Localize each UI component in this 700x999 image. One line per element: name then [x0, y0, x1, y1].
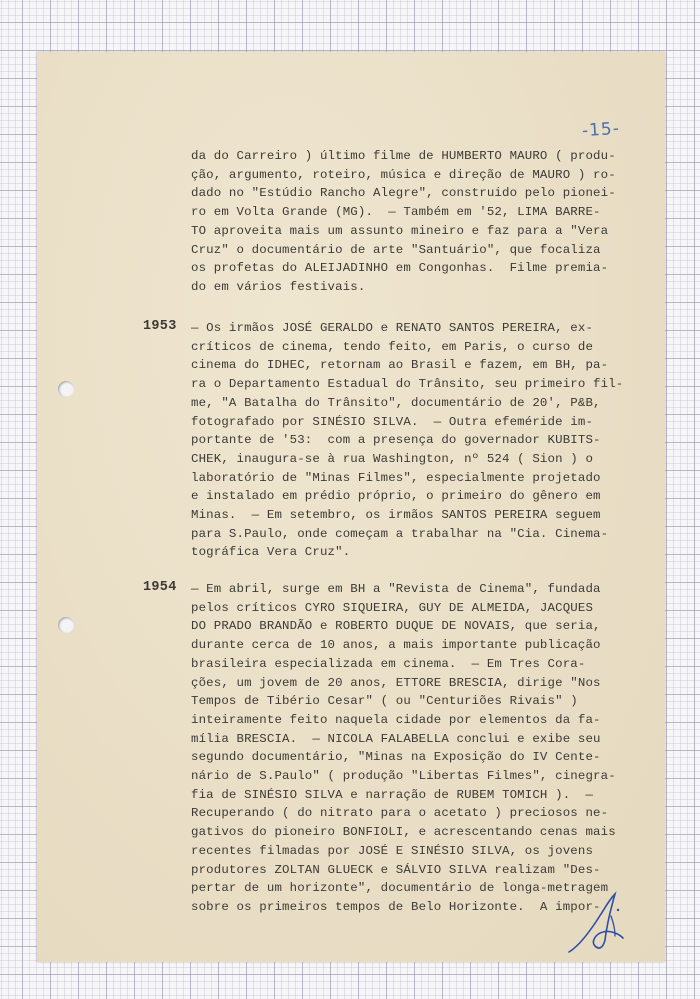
text-line: ções, um jovem de 20 anos, ETTORE BRESCIA, dirige "Nos: [191, 675, 601, 690]
text-line: me, "A Batalha do Trânsito", documentário de 20', P&B,: [191, 395, 601, 410]
text-line: CHEK, inaugura-se à rua Washington, nº 524 ( Sion ) o: [191, 451, 594, 466]
text-line: Tempos de Tibério Cesar" ( ou "Centuriões Rivais" ): [191, 694, 578, 709]
text-line: gativos do pioneiro BONFIOLI, e acrescentando cenas mais: [191, 825, 616, 840]
text-line: Cruz" o documentário de arte "Santuário", que focaliza: [191, 242, 601, 257]
text-line: DO PRADO BRANDÃO e ROBERTO DUQUE DE NOVAIS, que seria,: [191, 619, 601, 634]
text-line: fotografado por SINÉSIO SILVA. — Outra efeméride im-: [191, 414, 594, 429]
text-line: Minas. — Em setembro, os irmãos SANTOS PEREIRA seguem: [191, 508, 601, 522]
text-line: laboratório de "Minas Filmes", especialmente projetado: [191, 470, 601, 485]
punch-hole: [58, 617, 74, 633]
text-line: sobre os primeiros tempos de Belo Horizonte. A impor-: [191, 899, 601, 914]
text-line: brasileira especializada em cinema. — Em Tres Cora-: [191, 656, 586, 671]
text-line: portante de '53: com a presença do governador KUBITS-: [191, 433, 601, 448]
text-line: da do Carreiro ) último filme de HUMBERTO MAURO ( produ-: [191, 149, 616, 163]
text-line: pertar de um horizonte", documentário de longa-metragem: [191, 881, 609, 896]
text-line: os profetas do ALEIJADINHO em Congonhas. Filme premia-: [191, 261, 609, 276]
text-line: mília BRESCIA. — NICOLA FALABELLA conclui e exibe seu: [191, 731, 601, 746]
text-line: segundo documentário, "Minas na Exposição do IV Cente-: [191, 750, 601, 765]
text-line: do em vários festivais.: [191, 279, 366, 294]
page-number: -15-: [581, 118, 621, 142]
year-label: 1954: [143, 580, 177, 595]
text-line: fia de SINÉSIO SILVA e narração de RUBEM TOMICH ). —: [191, 787, 594, 802]
text-line: durante cerca de 10 anos, a mais importante publicação: [191, 638, 601, 653]
text-line: recentes filmadas por JOSÉ E SINÉSIO SILVA, os jovens: [191, 843, 594, 858]
text-line: ra o Departamento Estadual do Trânsito, seu primeiro fil-: [191, 377, 624, 392]
text-line: TO aproveita mais um assunto mineiro e faz para a "Vera: [191, 223, 609, 238]
text-line: produtores ZOLTAN GLUECK e SÁLVIO SILVA realizam "Des-: [191, 862, 601, 877]
year-label: 1953: [143, 319, 177, 334]
text-line: — Em abril, surge em BH a "Revista de Cinema", fundada: [191, 582, 601, 596]
text-line: pelos críticos CYRO SIQUEIRA, GUY DE ALMEIDA, JACQUES: [191, 600, 594, 615]
text-line: dado no "Estúdio Rancho Alegre", construido pelo pionei-: [191, 186, 616, 201]
text-line: e instalado em prédio próprio, o primeiro do gênero em: [191, 489, 601, 504]
text-line: — Os irmãos JOSÉ GERALDO e RENATO SANTOS PEREIRA, ex-: [191, 321, 594, 335]
text-line: cinema do IDHEC, retornam ao Brasil e fazem, em BH, pa-: [191, 358, 609, 373]
text-line: ção, argumento, roteiro, música e direção de MAURO ) ro-: [191, 167, 616, 182]
punch-hole: [58, 381, 74, 397]
text-line: Recuperando ( do nitrato para o acetato ) preciosos ne-: [191, 806, 609, 821]
text-line: inteiramente feito naquela cidade por elementos da fa-: [191, 712, 601, 727]
text-line: críticos de cinema, tendo feito, em Paris, o curso de: [191, 339, 594, 354]
text-line: ro em Volta Grande (MG). — Também em '52, LIMA BARRE-: [191, 205, 601, 220]
text-line: nário de S.Paulo" ( produção "Libertas Filmes", cinegra-: [191, 769, 616, 783]
handwritten-signature: [565, 886, 625, 958]
text-line: para S.Paulo, onde começam a trabalhar na "Cia. Cinema-: [191, 526, 609, 541]
text-line: tográfica Vera Cruz".: [191, 545, 351, 560]
